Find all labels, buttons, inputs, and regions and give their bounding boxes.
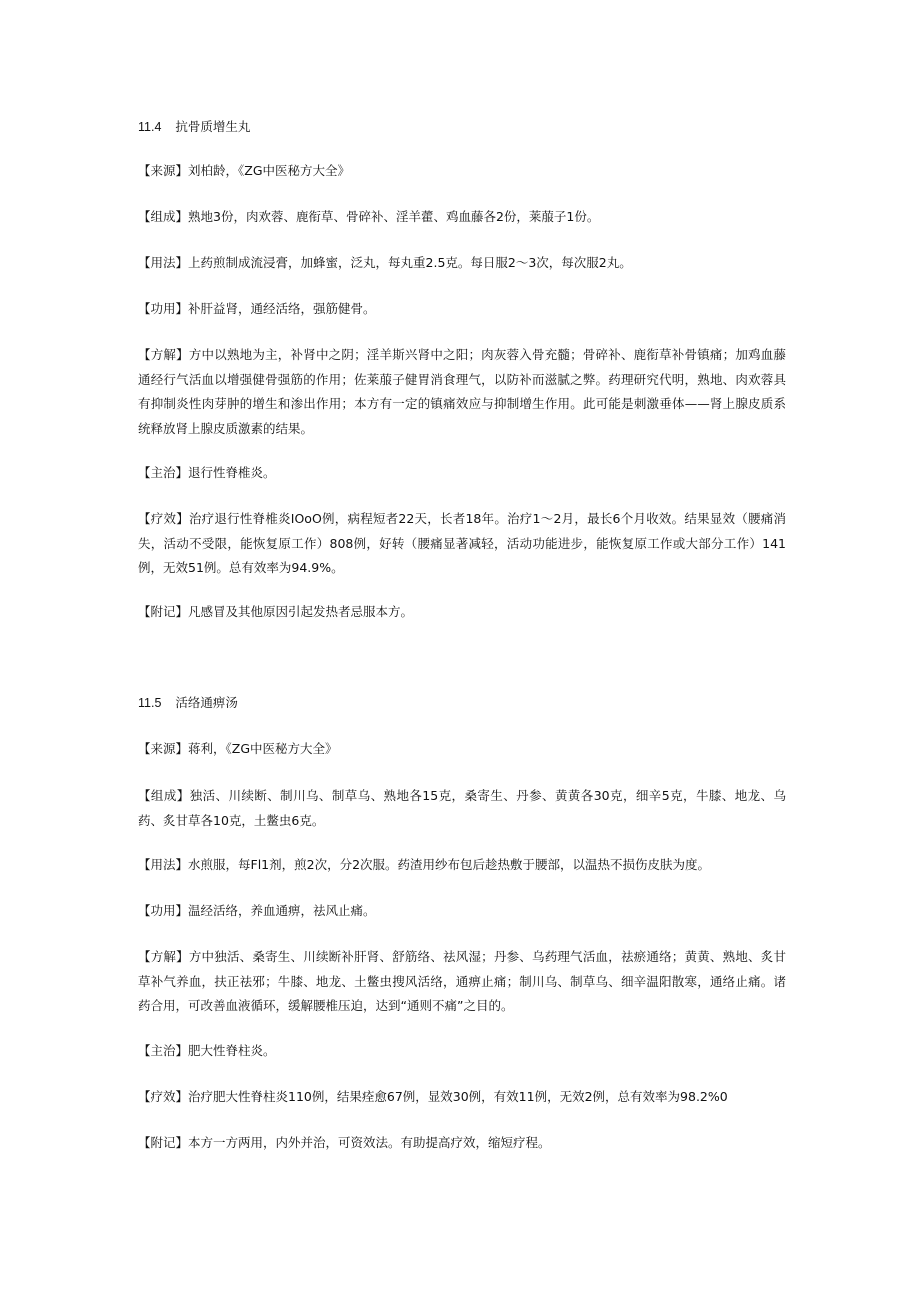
entry-indication: [138, 1039, 786, 1064]
entry-text: 本方一方两用，内外并治，可资效法。有助提高疗效，缩短疗程。: [188, 1135, 551, 1150]
entry-label: 【方解】: [138, 949, 189, 964]
entry-text: 补肝益肾，通经活络，强筋健骨。: [188, 301, 376, 316]
entry-label: 【组成】: [138, 788, 190, 803]
section-title: 抗骨质增生丸: [175, 119, 251, 134]
entry-label: 【功用】: [138, 301, 189, 316]
entry-note: [138, 600, 786, 625]
entry-text: 上药煎制成流浸膏，加蜂蜜，泛丸，每丸重2.5克。每日服2～3次，每次服2丸。: [188, 255, 632, 270]
entry-label: 【来源】: [138, 741, 189, 756]
entry-function: [138, 899, 786, 924]
entry-label: 【方解】: [138, 347, 189, 362]
section-number: 11.5: [138, 696, 162, 710]
section-heading-11-4: [138, 117, 250, 137]
entry-explanation: [138, 945, 786, 1019]
section-heading-11-5: [138, 693, 238, 713]
entry-label: 【主治】: [138, 465, 189, 480]
entry-composition: [138, 205, 786, 230]
entry-text: 水煎服，每Fl1剂，煎2次，分2次服。药渣用纱布包后趁热敷于腰部，以温热不损伤皮肤为度。: [188, 857, 711, 872]
entry-label: 【功用】: [138, 903, 189, 918]
entry-text: 肥大性脊柱炎。: [188, 1043, 276, 1058]
entry-indication: [138, 461, 786, 486]
entry-label: 【附记】: [138, 1135, 189, 1150]
entry-text: 凡感冒及其他原因引起发热者忌服本方。: [188, 604, 414, 619]
entry-text: 方中以熟地为主，补肾中之阴；淫羊斯兴肾中之阳；肉灰蓉入骨充髓；骨碎补、鹿衔草补骨镇痛；加鸡血藤通经行气活血以增强健骨强筋的作用；佐莱菔子健胃消食理气，以防补而滋腻之弊。药理研究代明，熟地、肉欢蓉具有抑制炎性肉芽肿的增生和渗出作用；本方有一定的镇痛效应与抑制增生作用。此可能是刺激垂体——肾上腺皮质系统释放肾上腺皮质激素的结果。: [138, 347, 786, 436]
entry-efficacy: [138, 507, 786, 581]
section-number: 11.4: [138, 120, 162, 134]
entry-text: 治疗退行性脊椎炎IOoO例，病程短者22天，长者18年。治疗1～2月，最长6个月收效。结果显效（腰痛消失，活动不受限，能恢复原工作）808例，好转（腰痛显著减轻，活动功能进步，能恢复原工作或大部分工作）141例，无效51例。总有效率为94.9%。: [138, 511, 786, 575]
entry-text: 治疗肥大性脊柱炎110例，结果痊愈67例，显效30例，有效11例，无效2例，总有效率为98.2%0: [188, 1089, 728, 1104]
entry-source: [138, 737, 786, 762]
entry-label: 【用法】: [138, 255, 189, 270]
entry-text: 熟地3份，肉欢蓉、鹿衔草、骨碎补、淫羊藿、鸡血藤各2份，莱菔子1份。: [188, 209, 600, 224]
entry-text: 独活、川续断、制川乌、制草乌、熟地各15克，桑寄生、丹参、黄黄各30克，细辛5克，牛膝、地龙、乌药、炙甘草各10克，土鳖虫6克。: [138, 788, 786, 828]
entry-text: 蒋利，《ZG中医秘方大全》: [188, 741, 338, 756]
entry-label: 【附记】: [138, 604, 189, 619]
entry-label: 【疗效】: [138, 511, 189, 526]
entry-note: [138, 1131, 786, 1156]
entry-text: 刘柏龄，《ZG中医秘方大全》: [188, 163, 351, 178]
entry-label: 【组成】: [138, 209, 189, 224]
entry-usage: [138, 853, 786, 878]
entry-text: 方中独活、桑寄生、川续断补肝肾、舒筋络、祛风湿；丹参、乌药理气活血，祛瘀通络；黄黄、熟地、炙甘草补气养血，扶正祛邪；牛膝、地龙、土鳖虫搜风活络，通痹止痛；制川乌、制草乌、细辛温阳散寒，通络止痛。诸药合用，可改善血液循环，缓解腰椎压迫，达到“通则不痛”之目的。: [138, 949, 786, 1013]
entry-usage: [138, 251, 786, 276]
entry-label: 【用法】: [138, 857, 189, 872]
entry-source: [138, 159, 786, 184]
entry-explanation: [138, 343, 786, 441]
entry-composition: [138, 784, 786, 833]
entry-text: 退行性脊椎炎。: [188, 465, 276, 480]
entry-label: 【疗效】: [138, 1089, 189, 1104]
entry-efficacy: [138, 1085, 786, 1110]
entry-label: 【主治】: [138, 1043, 189, 1058]
entry-function: [138, 297, 786, 322]
entry-label: 【来源】: [138, 163, 189, 178]
section-title: 活络通痹汤: [175, 695, 238, 710]
entry-text: 温经活络，养血通痹，祛风止痛。: [188, 903, 376, 918]
